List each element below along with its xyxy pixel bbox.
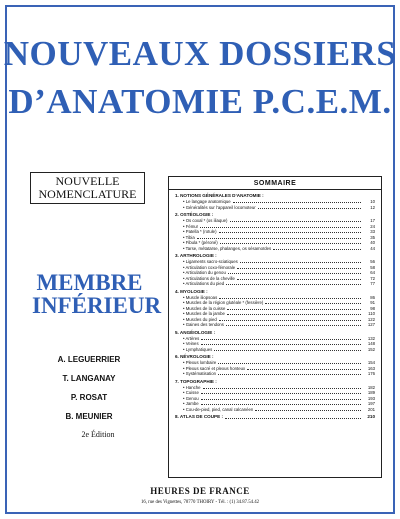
toc-leader-dots (214, 347, 361, 351)
toc-page-number: 193 (367, 395, 375, 401)
toc-page-number: 24 (370, 223, 375, 229)
toc-leader-dots (220, 240, 361, 244)
toc-section-title: 6. NÉVROLOGIE : (175, 354, 214, 359)
toc-leader-dots (226, 322, 361, 326)
toc-page-number: 77 (370, 281, 375, 286)
toc-leader-dots (237, 265, 361, 269)
toc-entry-label: • Artères (183, 335, 200, 341)
toc-leader-dots (226, 281, 361, 285)
author: B. MEUNIER (65, 412, 113, 421)
publisher-address: 16, rue des Vignettes, 78770 THOIRY - Tél. : (1) 34.87.54.42 (140, 500, 260, 505)
toc-entry-label: • Fibula * (péroné) (183, 240, 218, 245)
toc-page-number: 152 (367, 346, 375, 352)
edition-label: 2e Édition (81, 430, 115, 439)
toc-section-label: 8. ATLAS DE COUPE : (175, 414, 223, 419)
subject-title-line1: MEMBRE (36, 270, 143, 295)
toc-entry-label: • Veines (183, 341, 199, 346)
toc-entry (175, 246, 375, 252)
toc-page-number: 33 (370, 229, 375, 234)
toc-leader-dots (273, 246, 361, 250)
toc-section-title (175, 414, 375, 420)
authors-list (30, 350, 148, 426)
toc-leader-dots (230, 218, 362, 222)
toc-page-number: 148 (367, 341, 375, 346)
toc-entry-label: • Articulation du genou (183, 270, 226, 275)
toc-entry (175, 407, 375, 413)
toc-entry-label: • Plexus sacré et plexus honteux (183, 365, 246, 371)
toc-leader-dots (201, 336, 361, 340)
toc-entry-label: • Muscle iliopsoas (183, 294, 218, 300)
toc-entry-label: • Articulations de la cheville (183, 275, 235, 281)
toc-page-number: 64 (370, 270, 375, 275)
toc-leader-dots (201, 341, 361, 345)
toc-page-number: 201 (367, 406, 375, 412)
toc-leader-dots (219, 229, 361, 233)
toc-leader-dots (237, 276, 361, 280)
toc-body (175, 193, 375, 420)
subject-title-line2: INFÉRIEUR (32, 293, 162, 318)
toc-leader-dots (219, 317, 361, 321)
toc-section-title: 1. NOTIONS GÉNÉRALES D’ANATOMIE : (175, 193, 264, 198)
toc-page-number: 86 (370, 294, 375, 300)
toc-leader-dots (219, 295, 361, 299)
toc-page-number: 210 (367, 414, 375, 419)
toc-leader-dots (201, 396, 361, 400)
toc-entry-label: • Muscles de la cuisse (183, 305, 226, 311)
toc-entry-label: • Os coxal * (os iliaque) (183, 218, 228, 223)
publisher-name: HEURES DE FRANCE (150, 486, 250, 496)
toc-entry-label: • Lymphatiques (183, 346, 213, 352)
toc-leader-dots (255, 407, 361, 411)
toc-entry-label: • Hanche (183, 384, 201, 390)
toc-entry-label: • Le langage anatomique (183, 199, 231, 204)
toc-entry (175, 322, 375, 328)
toc-section-title: 2. OSTÉOLOGIE : (175, 212, 214, 217)
badge-line2: NOMENCLATURE (38, 187, 137, 201)
toc-page-number: 182 (367, 384, 375, 390)
toc-entry-label: • Patella * (rotule) (183, 229, 217, 234)
toc-page-number: 10 (370, 199, 375, 204)
toc-page-number: 58 (370, 264, 375, 270)
toc-leader-dots (228, 270, 361, 274)
toc-page-number: 98 (370, 305, 375, 311)
toc-page-number: 163 (367, 365, 375, 371)
toc-leader-dots (233, 199, 361, 203)
toc-page-number: 127 (367, 322, 375, 327)
toc-entry-label: • Généralités sur l’appareil locomoteur (183, 204, 256, 210)
author: T. LANGANAY (62, 374, 116, 383)
toc-page-number: 17 (370, 218, 375, 223)
toc-leader-dots (227, 311, 361, 315)
toc-entry (175, 347, 375, 353)
series-title-line2: D’ANATOMIE P.C.E.M. (8, 82, 392, 121)
toc-section-title: 5. ANGÉIOLOGIE : (175, 329, 216, 335)
toc-entry-label: • Plexus lombaire (183, 360, 217, 365)
toc-entry-label: • Articulation coxo-fémorale (183, 264, 236, 270)
author: P. ROSAT (70, 393, 108, 402)
toc-entry-label: • Fémur (183, 223, 199, 229)
toc-page-number: 122 (367, 316, 375, 322)
toc-leader-dots (227, 306, 361, 310)
toc-entry-label: • Tibia (183, 234, 195, 240)
toc-page-number: 56 (370, 259, 375, 264)
toc-leader-dots (218, 360, 361, 364)
toc-leader-dots (247, 366, 361, 370)
toc-page-number: 189 (367, 390, 375, 395)
toc-page-number: 35 (370, 234, 375, 240)
toc-leader-dots (265, 300, 361, 304)
toc-page-number: 40 (370, 240, 375, 245)
toc-entry-label: • Systématisation (183, 371, 217, 376)
toc-page-number: 132 (367, 335, 375, 341)
nomenclature-badge (30, 172, 145, 204)
toc-section-title: 4. MYOLOGIE : (175, 288, 208, 294)
toc-leader-dots (218, 371, 361, 375)
toc-entry-label: • Genou (183, 395, 199, 401)
toc-heading: SOMMAIRE (169, 180, 381, 190)
toc-entry-label: • Cou-de-pied, pied, canal calcanéen (183, 406, 254, 412)
author: A. LEGUERRIER (57, 355, 121, 364)
toc-entry-label: • Jambe (183, 401, 199, 406)
toc-page-number: 91 (370, 300, 375, 305)
toc-entry-label: • Muscles de la jambe (183, 311, 225, 316)
table-of-contents (168, 176, 382, 478)
toc-leader-dots (240, 259, 361, 263)
toc-page-number: 72 (370, 275, 375, 281)
toc-entry (175, 371, 375, 377)
toc-page-number: 197 (367, 401, 375, 406)
toc-section-title: 3. ARTHROLOGIE : (175, 253, 217, 258)
toc-entry-label: • Muscles du pied (183, 316, 217, 322)
toc-section-title: 7. TOPOGRAPHIE : (175, 378, 217, 384)
toc-page-number: 12 (370, 204, 375, 210)
toc-leader-dots (225, 414, 361, 419)
toc-page-number: 154 (367, 360, 375, 365)
toc-entry-label: • Cuisse (183, 390, 199, 395)
toc-leader-dots (203, 385, 361, 389)
toc-page-number: 110 (368, 311, 375, 316)
toc-page-number: 176 (367, 371, 375, 376)
toc-leader-dots (201, 401, 361, 405)
toc-entry-label: • Articulations du pied (183, 281, 225, 286)
toc-leader-dots (200, 224, 361, 228)
series-title-line1: NOUVEAUX DOSSIERS (3, 34, 397, 73)
toc-leader-dots (201, 390, 361, 394)
toc-entry-label: • Muscles de la région glutéale * (fessière) (183, 300, 264, 305)
toc-entry-label: • Gaines des tendons (183, 322, 224, 327)
toc-leader-dots (258, 205, 361, 209)
badge-line1: NOUVELLE (55, 174, 120, 188)
toc-page-number: 44 (370, 245, 375, 251)
toc-entry (175, 205, 375, 211)
toc-entry (175, 281, 375, 287)
toc-entry-label: • Tarse, métatarse, phalanges, os sésamoïdes (183, 245, 272, 251)
toc-leader-dots (197, 235, 361, 239)
toc-entry-label: • Ligaments sacro-sciatiques (183, 259, 238, 264)
